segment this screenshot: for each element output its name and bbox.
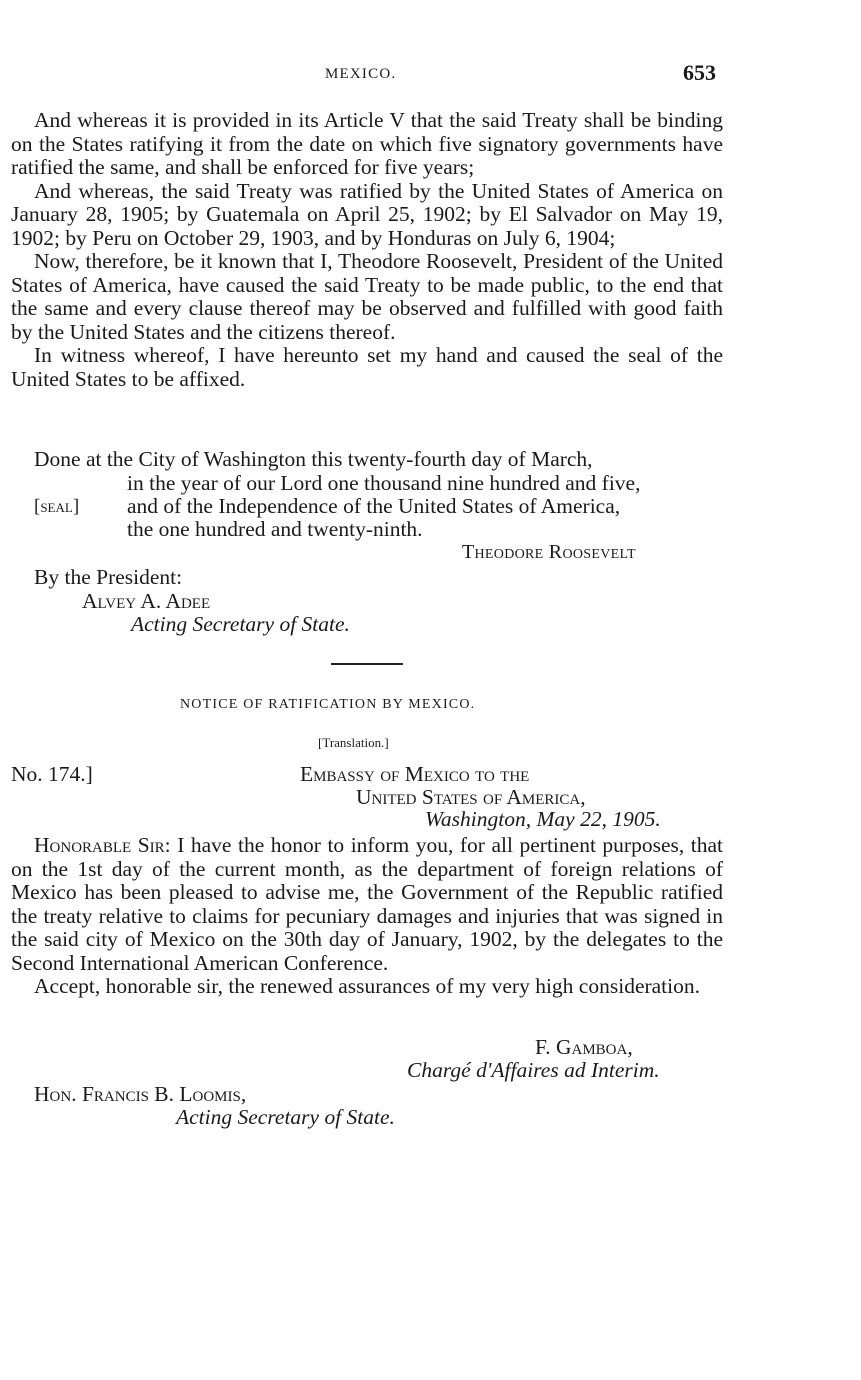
done-at-line-2: in the year of our Lord one thousand nine hundred and five,	[127, 471, 641, 495]
by-the-president: By the President:	[34, 565, 183, 589]
notice-heading: NOTICE OF RATIFICATION BY MEXICO.	[180, 697, 476, 712]
translation-note: [Translation.]	[318, 735, 389, 750]
paragraph-in-witness: In witness whereof, I have hereunto set my hand and caused the seal of the United States to be affixed.	[11, 343, 723, 391]
letter-paragraph-1-text: I have the honor to inform you, for all pertinent purposes, that on the 1st day of the current month, as the department of foreign relations of Mexico has been pleased to advise me, the Government of the Republic ratified the treaty relative to claims for pecuniary damages and injuries that was signed in the said city of Mexico on the 30th day of January, 1902, by the delegates to the Second International American Conference.	[11, 833, 724, 975]
envoy-title: Chargé d'Affaires ad Interim.	[407, 1058, 660, 1082]
section-divider	[331, 663, 403, 665]
running-title: MEXICO.	[325, 66, 397, 82]
embassy-line-2: United States of America,	[356, 785, 586, 809]
countersign-title: Acting Secretary of State.	[131, 612, 350, 636]
letter-paragraph-1	[11, 834, 723, 975]
proclamation-text	[11, 109, 723, 391]
addressee-name: Hon. Francis B. Loomis,	[34, 1082, 247, 1106]
envoy-signature: F. Gamboa,	[535, 1035, 633, 1059]
paragraph-now-therefore: Now, therefore, be it known that I, Theodore Roosevelt, President of the United States of America, have caused the said Treaty to be made public, to the end that the same and every clause thereof may be observed and fulfilled with good faith by the United States and the citizens thereof.	[11, 249, 723, 344]
letter-number: No. 174.]	[11, 762, 93, 786]
embassy-line-1: Embassy of Mexico to the	[300, 762, 530, 786]
notice-text	[11, 834, 723, 999]
paragraph-ratifications: And whereas, the said Treaty was ratified by the United States of America on January 28, 1905; by Guatemala on April 25, 1902; by El Salvador on May 19, 1902; by Peru on October 29, 1903, and by Honduras on July 6, 1904;	[11, 178, 723, 250]
paragraph-article-v: And whereas it is provided in its Article V that the said Treaty shall be binding on the States ratifying it from the date on which five signatory governments have ratified the same, and shall be enforced for five years;	[11, 108, 723, 179]
salutation: Honorable Sir:	[34, 833, 171, 857]
done-at-line-3: and of the Independence of the United States of America,	[127, 494, 621, 518]
done-at-line-4: the one hundred and twenty-ninth.	[127, 517, 423, 541]
letter-paragraph-2: Accept, honorable sir, the renewed assurances of my very high consideration.	[34, 974, 701, 998]
done-at-line: Done at the City of Washington this twenty-fourth day of March,	[34, 447, 593, 471]
president-signature: Theodore Roosevelt	[462, 541, 636, 563]
addressee-title: Acting Secretary of State.	[176, 1105, 395, 1129]
page-number: 653	[683, 60, 716, 85]
countersign-name: Alvey A. Adee	[82, 589, 211, 613]
letter-date: Washington, May 22, 1905.	[425, 807, 661, 831]
seal-mark: [seal]	[34, 496, 80, 517]
